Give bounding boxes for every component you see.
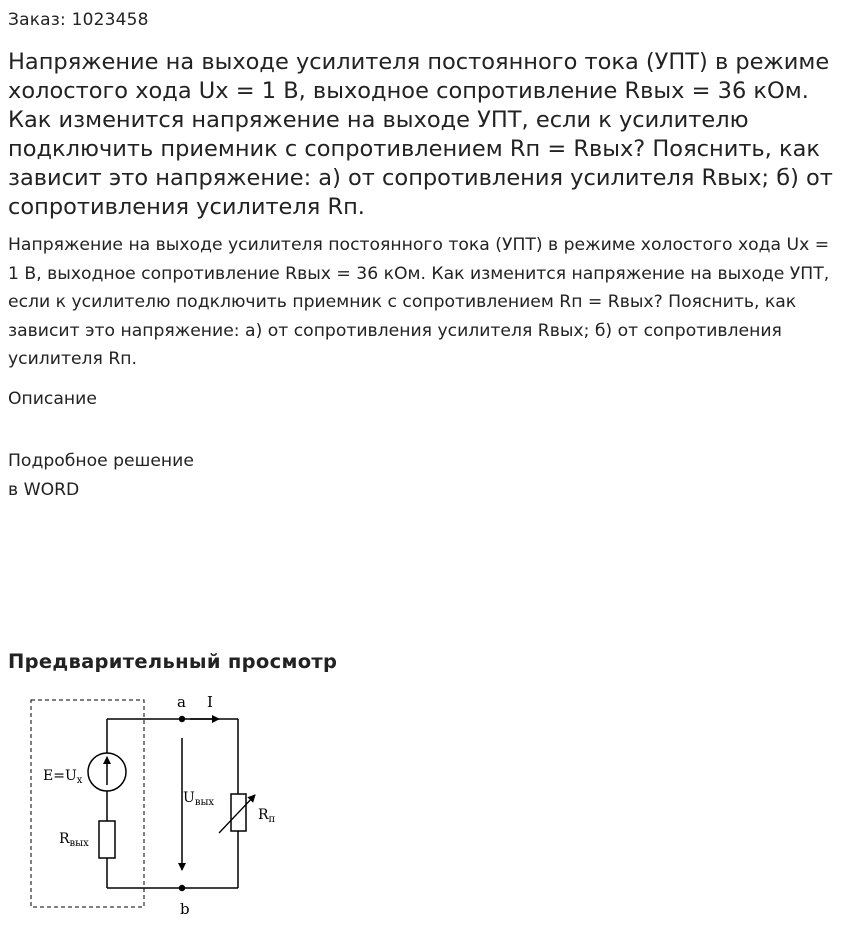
order-number: Заказ: 1023458: [8, 10, 149, 30]
problem-title: Напряжение на выходе усилителя постоянного тока (УПТ) в режиме холостого хода Uх = 1 В, выходное сопротивление Rвых = 36 кОм. Как изменится напряжение на выходе УПТ, если к усилителю подключить приемник с сопротивлением Rп = Rвых? Пояснить, как зависит это напряжение: а) от сопротивления усилителя Rвых; б) от сопротивления усилителя Rп.: [8, 49, 833, 220]
output-resistance-label: $R_{вых}$: [59, 831, 89, 849]
output-voltage-label: $U_{вых}$: [183, 790, 215, 808]
description-heading: Описание: [8, 389, 97, 409]
source-label: $E=U_x$: [43, 768, 83, 786]
current-label: I: [207, 693, 213, 711]
solution-label: Подробное решение: [8, 451, 194, 471]
node-a-label: a: [177, 693, 186, 711]
load-resistance-label: $R_п$: [258, 807, 276, 825]
node-a-dot: [179, 716, 185, 722]
node-b-label: b: [180, 900, 190, 918]
node-b-dot: [179, 885, 185, 891]
output-resistor-symbol: [99, 821, 115, 858]
amplifier-boundary: [31, 700, 144, 907]
preview-heading: Предварительный просмотр: [8, 650, 338, 673]
circuit-diagram: [20, 688, 290, 923]
solution-format-label: в WORD: [8, 480, 80, 500]
problem-description: Напряжение на выходе усилителя постоянного тока (УПТ) в режиме холостого хода Uх = 1 В, выходное сопротивление Rвых = 36 кОм. Как изменится напряжение на выходе УПТ, если к усилителю подключить приемник с сопротивлением Rп = Rвых? Пояснить, как зависит это напряжение: а) от сопротивления усилителя Rвых; б) от сопротивления усилителя Rп.: [8, 235, 830, 369]
